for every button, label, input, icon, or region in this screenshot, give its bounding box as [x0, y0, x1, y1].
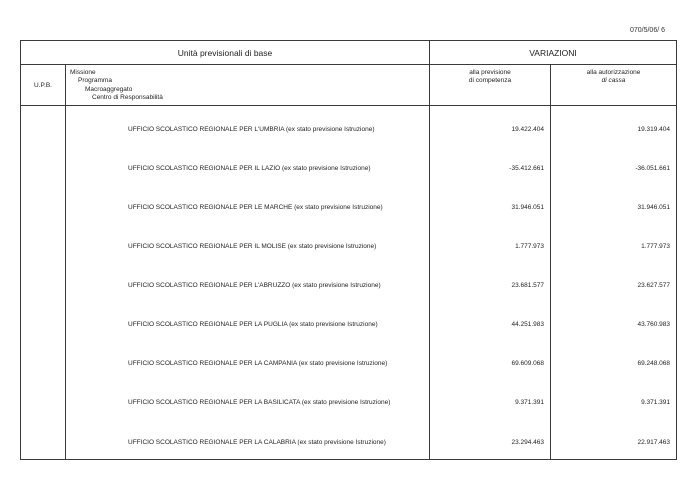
competence-amount: 23.681.577: [430, 262, 551, 301]
header-row-groups: [21, 41, 677, 65]
upb-cell: [21, 379, 66, 418]
cash-amount: -36.051.661: [551, 145, 677, 184]
cash-label-line2: di cassa: [601, 77, 626, 84]
cash-amount: 19.319.404: [551, 106, 677, 145]
upb-cell: [21, 145, 66, 184]
budget-variations-table: [20, 40, 677, 460]
table-row: [21, 262, 677, 301]
competence-amount: 9.371.391: [430, 379, 551, 418]
table-row: [21, 106, 677, 145]
hierarchy-macroaggregato: Macroaggregato: [85, 85, 133, 93]
row-description: UFFICIO SCOLASTICO REGIONALE PER IL MOLISE (ex stato previsione Istruzione): [66, 223, 430, 262]
competence-amount: 69.609.068: [430, 340, 551, 379]
hierarchy-header: [66, 65, 430, 106]
table-row: [21, 145, 677, 184]
variations-title: VARIAZIONI: [430, 41, 677, 65]
hierarchy-missione: Missione: [70, 69, 96, 76]
row-description: UFFICIO SCOLASTICO REGIONALE PER L'ABRUZZO (ex stato previsione Istruzione): [66, 262, 430, 301]
table-row: [21, 418, 677, 460]
row-description: UFFICIO SCOLASTICO REGIONALE PER IL LAZIO (ex stato previsione Istruzione): [66, 145, 430, 184]
header-row-columns: [21, 65, 677, 106]
units-title: Unità previsionali di base: [21, 41, 430, 65]
competence-amount: 23.294.463: [430, 418, 551, 460]
cash-amount: 31.946.051: [551, 184, 677, 223]
competence-label-line2: di competenza: [468, 77, 512, 84]
competence-amount: 19.422.404: [430, 106, 551, 145]
upb-cell: [21, 106, 66, 145]
cash-header: [551, 65, 677, 106]
upb-header: U.P.B.: [21, 65, 66, 106]
cash-label-line1: alla autorizzazione: [586, 69, 641, 76]
cash-amount: 22.917.463: [551, 418, 677, 460]
table-row: [21, 301, 677, 340]
cash-amount: 1.777.973: [551, 223, 677, 262]
row-description: UFFICIO SCOLASTICO REGIONALE PER L'UMBRIA (ex stato previsione Istruzione): [66, 106, 430, 145]
row-description: UFFICIO SCOLASTICO REGIONALE PER LA CALABRIA (ex stato previsione Istruzione): [66, 418, 430, 460]
table-row: [21, 340, 677, 379]
competence-amount: -35.412.661: [430, 145, 551, 184]
cash-amount: 23.627.577: [551, 262, 677, 301]
table-body: [21, 106, 677, 460]
hierarchy-centro-responsabilita: Centro di Responsabilità: [92, 94, 163, 102]
cash-amount: 43.760.983: [551, 301, 677, 340]
competence-label-line1: alla previsione: [469, 69, 511, 76]
row-description: UFFICIO SCOLASTICO REGIONALE PER LA CAMPANIA (ex stato previsione Istruzione): [66, 340, 430, 379]
row-description: UFFICIO SCOLASTICO REGIONALE PER LE MARCHE (ex stato previsione Istruzione): [66, 184, 430, 223]
table-row: [21, 379, 677, 418]
page-code: 070/5/06/ 6: [629, 27, 665, 34]
competence-amount: 1.777.973: [430, 223, 551, 262]
table-row: [21, 223, 677, 262]
cash-amount: 9.371.391: [551, 379, 677, 418]
row-description: UFFICIO SCOLASTICO REGIONALE PER LA BASILICATA (ex stato previsione Istruzione): [66, 379, 430, 418]
competence-header: [430, 65, 551, 106]
competence-amount: 44.251.983: [430, 301, 551, 340]
upb-cell: [21, 340, 66, 379]
hierarchy-programma: Programma: [78, 77, 112, 85]
cash-amount: 69.248.068: [551, 340, 677, 379]
upb-cell: [21, 418, 66, 460]
upb-cell: [21, 262, 66, 301]
table-row: [21, 184, 677, 223]
upb-cell: [21, 184, 66, 223]
row-description: UFFICIO SCOLASTICO REGIONALE PER LA PUGLIA (ex stato previsione Istruzione): [66, 301, 430, 340]
upb-cell: [21, 301, 66, 340]
upb-cell: [21, 223, 66, 262]
competence-amount: 31.946.051: [430, 184, 551, 223]
